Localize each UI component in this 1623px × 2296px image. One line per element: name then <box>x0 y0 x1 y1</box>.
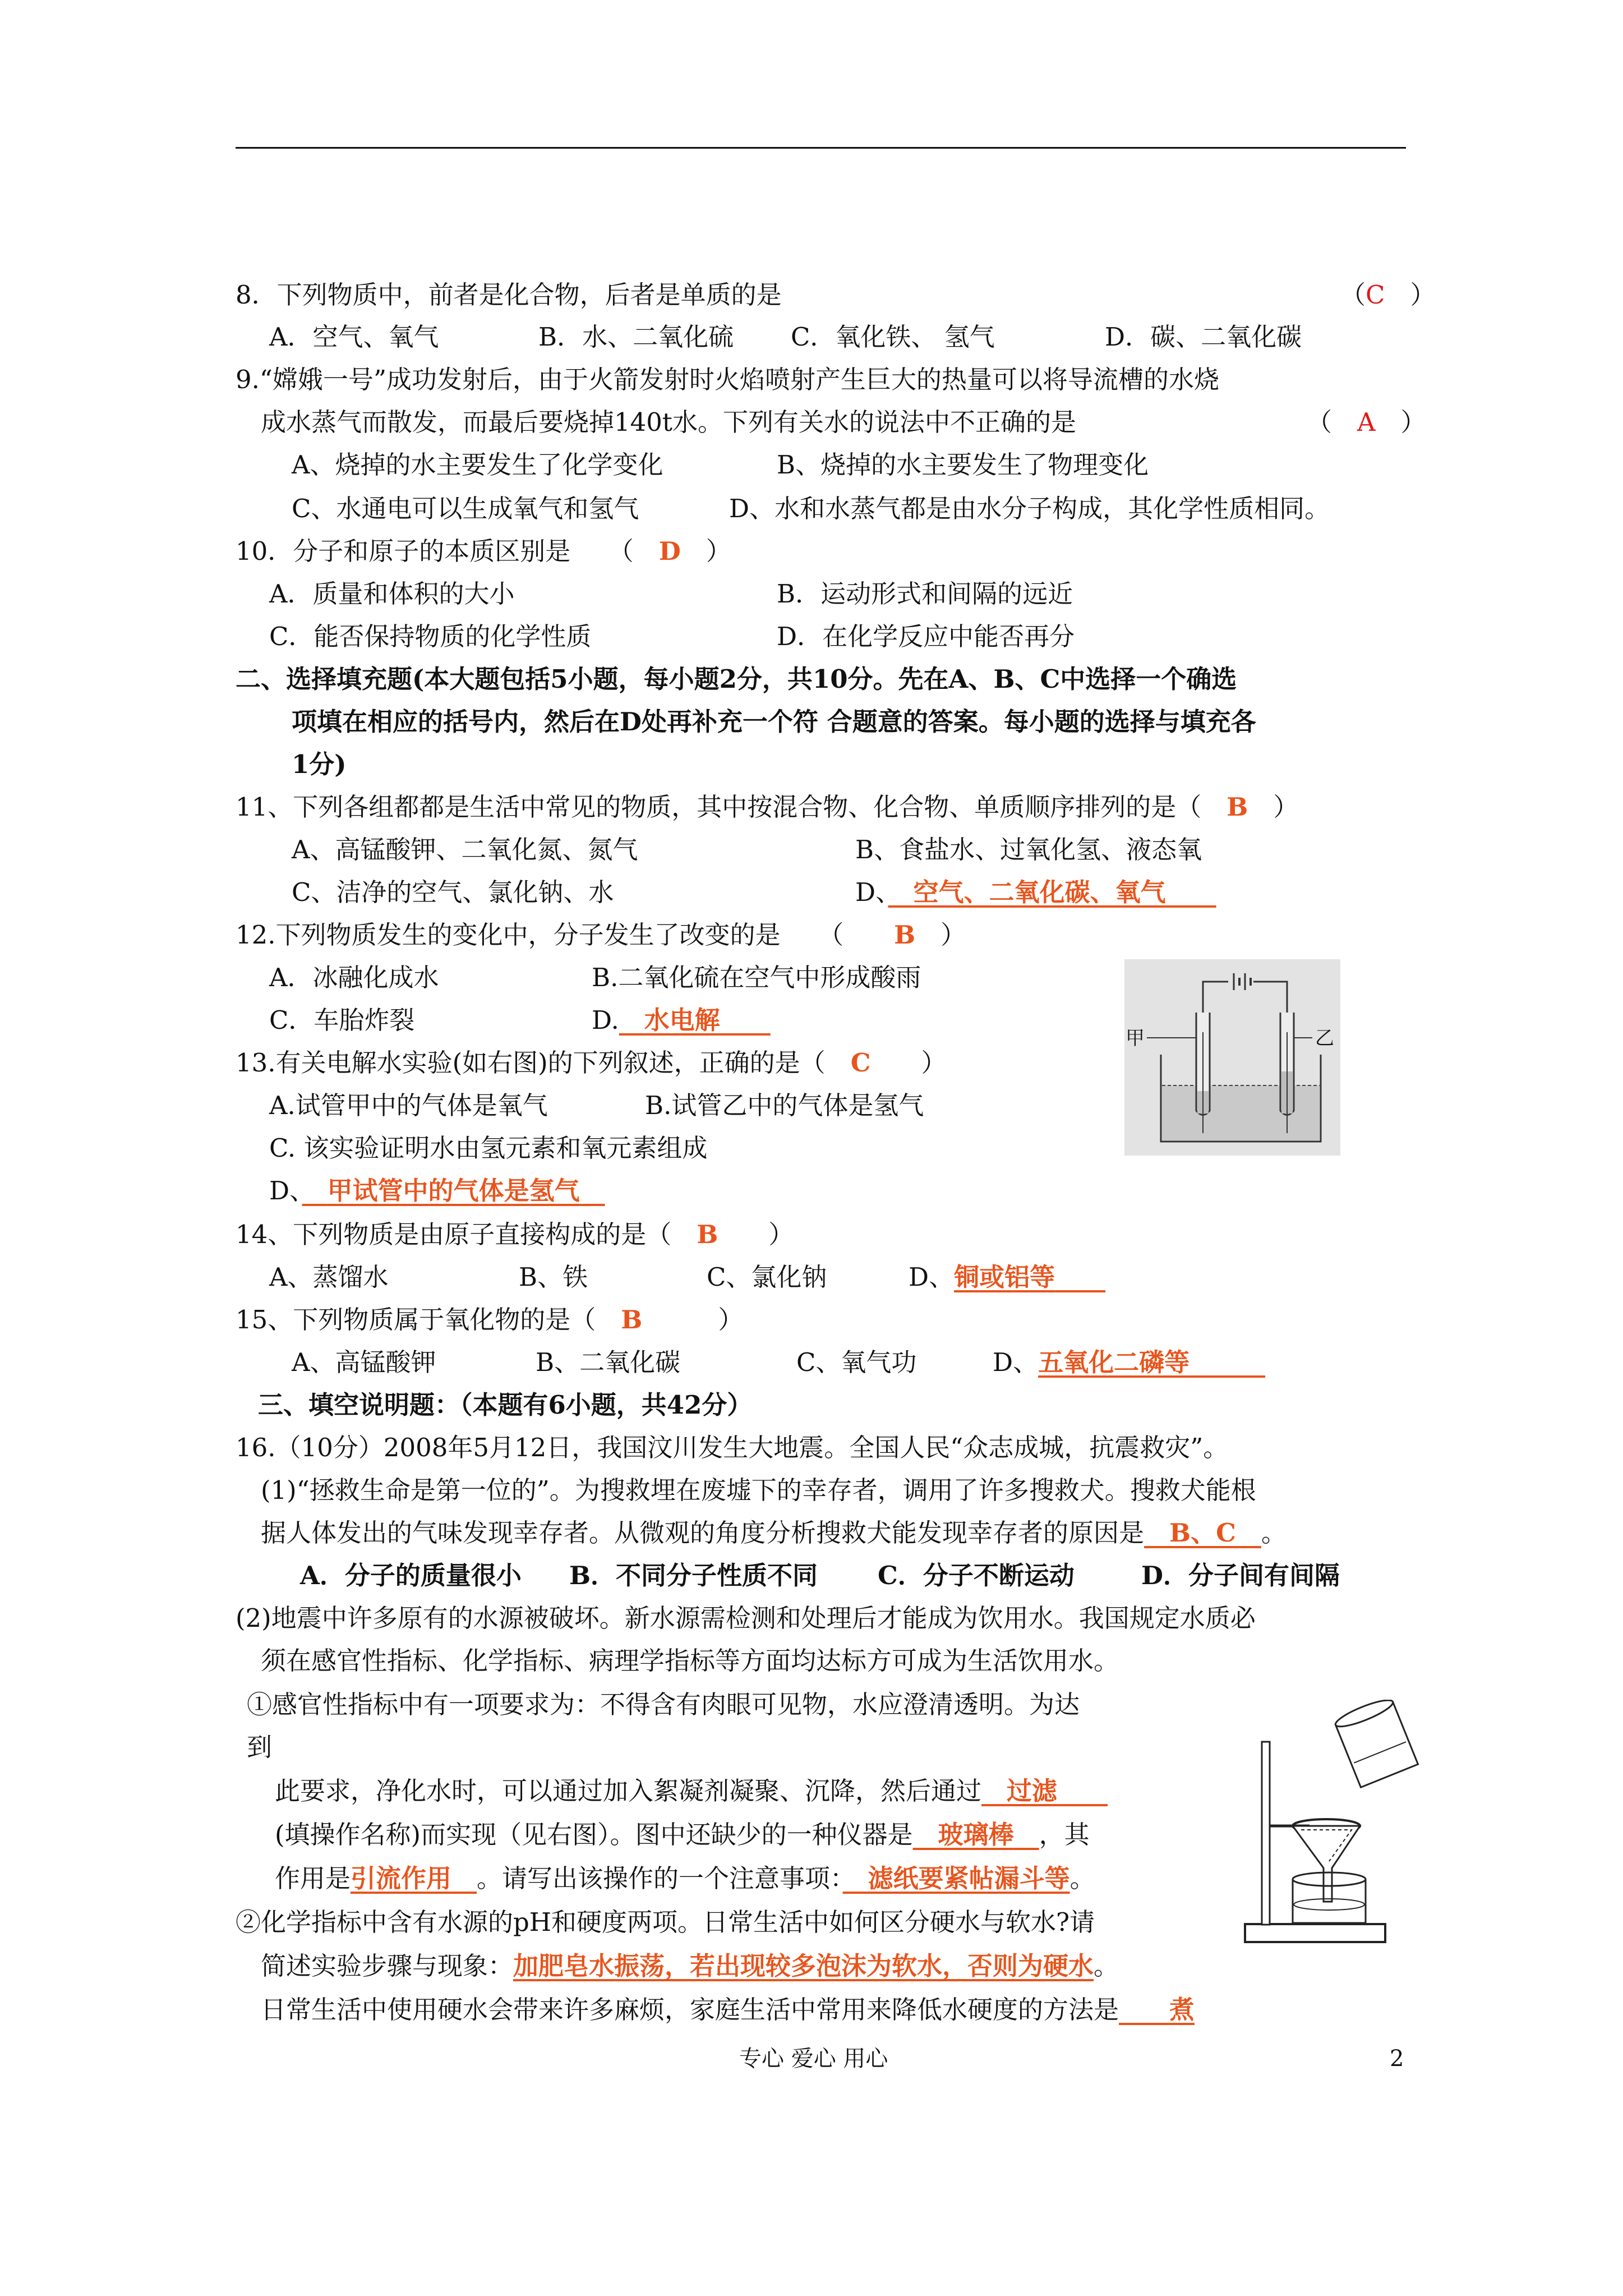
q9-line2: 成水蒸气而散发，而最后要烧掉140t水。下列有关水的说法中不正确的是 <box>261 407 1076 437</box>
q9-option-d: D、水和水蒸气都是由水分子构成，其化学性质相同。 <box>729 494 1330 523</box>
tube-label-right: 乙 <box>1315 1027 1334 1050</box>
q16-p1-line2: 据人体发出的气味发现幸存者。从微观的角度分析搜救犬能发现幸存者的原因是 B、C 。 <box>261 1518 1287 1548</box>
q16-c1-fill3: 引流作用 <box>351 1864 452 1893</box>
q9-option-c: C、水通电可以生成氧气和氢气 <box>292 494 639 523</box>
q11-option-b: B、食盐水、过氧化氢、液态氧 <box>855 835 1202 864</box>
q8-option-b: B．水、二氧化硫 <box>538 322 734 352</box>
q12-fill: 水电解 <box>644 1005 720 1035</box>
q8-answer: C <box>1366 280 1385 310</box>
q10-option-d: D．在化学反应中能否再分 <box>777 622 1075 651</box>
q9-option-a: A、烧掉的水主要发生了化学变化 <box>292 450 663 480</box>
q15-answer: B <box>621 1305 643 1335</box>
q16-p1-option-d: D．分子间有间隔 <box>1141 1561 1340 1590</box>
section3-heading: 三、填空说明题：（本题有6小题，共42分） <box>258 1390 753 1420</box>
q9-answer-paren: （ A ） <box>1307 407 1426 437</box>
q9-option-b: B、烧掉的水主要发生了物理变化 <box>777 450 1149 480</box>
page-number: 2 <box>1390 2046 1404 2072</box>
electrolysis-diagram <box>1124 959 1340 1156</box>
q16-p1-option-a: A．分子的质量很小 <box>300 1561 522 1590</box>
q13-stem: 13.有关电解水实验(如右图)的下列叙述，正确的是（ C ） <box>236 1048 947 1078</box>
section2-heading-line3: 1分) <box>292 749 347 779</box>
q16-p1-option-b: B．不同分子性质不同 <box>569 1561 818 1590</box>
q12-option-a: A．冰融化成水 <box>269 963 439 992</box>
q12-option-b: B.二氧化硫在空气中形成酸雨 <box>592 963 921 992</box>
q16-p2-line2: 须在感官性指标、化学指标、病理学指标等方面均达标方可成为生活饮用水。 <box>261 1646 1119 1676</box>
q16-c2-line3: 日常生活中使用硬水会带来许多麻烦，家庭生活中常用来降低水硬度的方法是 煮 <box>261 1995 1195 2024</box>
q16-c1-line5: 作用是引流作用 。请写出该操作的一个注意事项： 滤纸要紧帖漏斗等。 <box>275 1864 1095 1893</box>
q16-c1-line2: 到 <box>247 1732 273 1762</box>
q14-option-a: A、蒸馏水 <box>269 1262 389 1292</box>
q16-c1-fill1: 过滤 <box>1007 1776 1058 1806</box>
q11-fill: 空气、二氧化碳、氧气 <box>913 877 1166 907</box>
q16-c2-line2: 简述实验步骤与现象：加肥皂水振荡，若出现较多泡沫为软水，否则为硬水。 <box>261 1951 1119 1981</box>
stand-rod <box>1262 1742 1270 1925</box>
q16-p1-option-c: C．分子不断运动 <box>878 1561 1075 1590</box>
q8-option-c: C．氧化铁、 氢气 <box>791 322 995 352</box>
q16-c2-line1: ②化学指标中含有水源的pH和硬度两项。日常生活中如何区分硬水与软水?请 <box>236 1907 1095 1937</box>
q15-option-c: C、氧气功 <box>796 1347 917 1377</box>
q15-fill: 五氧化二磷等 <box>1038 1347 1190 1377</box>
q16-c1-line1: ①感官性指标中有一项要求为：不得含有肉眼可见物，水应澄清透明。为达 <box>247 1690 1080 1719</box>
q12-answer: B <box>894 920 916 950</box>
q14-stem: 14、下列物质是由原子直接构成的是（ B ） <box>236 1220 794 1249</box>
q16-c1-line4: (填操作名称)而实现（见右图）。图中还缺少的一种仪器是 玻璃棒 ，其 <box>275 1820 1090 1849</box>
q8-answer-paren: （C ） <box>1340 280 1436 310</box>
q16-c2-fill2: 煮 <box>1169 1995 1195 2024</box>
tube-label-left: 甲 <box>1126 1027 1145 1050</box>
q16-c1-fill4: 滤纸要紧帖漏斗等 <box>868 1864 1070 1893</box>
q16-c2-fill: 加肥皂水振荡，若出现较多泡沫为软水，否则为硬水 <box>513 1951 1094 1981</box>
q12-stem: 12.下列物质发生的变化中，分子发生了改变的是 （ B ） <box>236 920 966 950</box>
q16-p1-line1: (1)“拯救生命是第一位的”。为搜救埋在废墟下的幸存者，调用了许多搜救犬。搜救犬能根 <box>261 1475 1256 1505</box>
q8-option-d: D．碳、二氧化碳 <box>1105 322 1302 352</box>
q14-fill: 铜或铝等 <box>954 1262 1055 1292</box>
q12-option-d: D. 水电解 <box>592 1007 771 1033</box>
filtration-apparatus <box>1239 1700 1430 1952</box>
q10-option-c: C．能否保持物质的化学性质 <box>269 622 592 651</box>
q9-line1: 9.“嫦娥一号”成功发射后，由于火箭发射时火焰喷射产生巨大的热量可以将导流槽的水烧 <box>236 365 1219 394</box>
q13-option-b: B.试管乙中的气体是氢气 <box>645 1091 924 1120</box>
q11-answer: B <box>1227 792 1248 822</box>
q14-option-b: B、铁 <box>519 1262 588 1292</box>
q12-option-c: C．车胎炸裂 <box>269 1005 415 1035</box>
q15-option-b: B、二氧化碳 <box>536 1347 681 1377</box>
q13-answer: C <box>850 1048 871 1078</box>
header-rule <box>236 147 1406 149</box>
q14-option-d: D、铜或铝等 <box>909 1264 1105 1290</box>
q8-stem: 8．下列物质中，前者是化合物，后者是单质的是 <box>236 280 782 310</box>
section2-heading-line1: 二、选择填充题(本大题包括5小题，每小题2分，共10分。先在A、B、C中选择一个确选 <box>236 664 1237 694</box>
q13-option-c: C. 该实验证明水由氢元素和氧元素组成 <box>269 1133 708 1163</box>
q16-c1-fill2: 玻璃棒 <box>938 1820 1014 1849</box>
q14-option-c: C、氯化钠 <box>707 1262 827 1292</box>
q16-p1-fill: B、C <box>1169 1518 1236 1548</box>
q13-option-a: A.试管甲中的气体是氧气 <box>269 1091 548 1120</box>
q15-option-a: A、高锰酸钾 <box>292 1347 436 1377</box>
q11-option-a: A、高锰酸钾、二氧化氮、氮气 <box>292 835 638 864</box>
q8-option-a: A．空气、氧气 <box>269 322 439 352</box>
q10-stem: 10．分子和原子的本质区别是 （ D ） <box>236 536 731 566</box>
funnel <box>1293 1826 1360 1902</box>
q11-option-c: C、洁净的空气、氯化钠、水 <box>292 877 614 907</box>
electrolysis-figure <box>1124 959 1340 1156</box>
q14-answer: B <box>697 1220 718 1249</box>
q16-line1: 16.（10分）2008年5月12日，我国汶川发生大地震。全国人民“众志成城，抗震救灾”。 <box>236 1433 1229 1462</box>
q13-option-d: D、 甲试管中的气体是氢气 <box>269 1178 605 1203</box>
q10-option-a: A．质量和体积的大小 <box>269 579 515 609</box>
q11-option-d: D、 空气、二氧化碳、氧气 <box>855 880 1216 905</box>
section2-heading-line2: 项填在相应的括号内，然后在D处再补充一个符 合题意的答案。每小题的选择与填充各 <box>292 707 1256 737</box>
q15-stem: 15、下列物质属于氧化物的是（ B ） <box>236 1305 744 1335</box>
filtration-figure <box>1239 1700 1430 1952</box>
footer-text: 专心 爱心 用心 <box>739 2046 888 2072</box>
pouring-beaker <box>1333 1700 1418 1787</box>
q16-p2-line1: (2)地震中许多原有的水源被破坏。新水源需检测和处理后才能成为饮用水。我国规定水质必 <box>236 1603 1256 1633</box>
stand-base <box>1245 1924 1385 1942</box>
q13-fill: 甲试管中的气体是氢气 <box>327 1176 580 1205</box>
q10-option-b: B．运动形式和间隔的远近 <box>777 579 1073 609</box>
q10-answer: D <box>658 536 681 566</box>
q11-stem: 11、下列各组都都是生活中常见的物质，其中按混合物、化合物、单质顺序排列的是（ B ） <box>236 792 1299 822</box>
q9-answer: A <box>1357 407 1376 437</box>
q16-c1-line3: 此要求，净化水时，可以通过加入絮凝剂凝聚、沉降，然后通过 过滤 <box>275 1778 1108 1803</box>
q15-option-d: D、五氧化二磷等 <box>993 1350 1265 1375</box>
